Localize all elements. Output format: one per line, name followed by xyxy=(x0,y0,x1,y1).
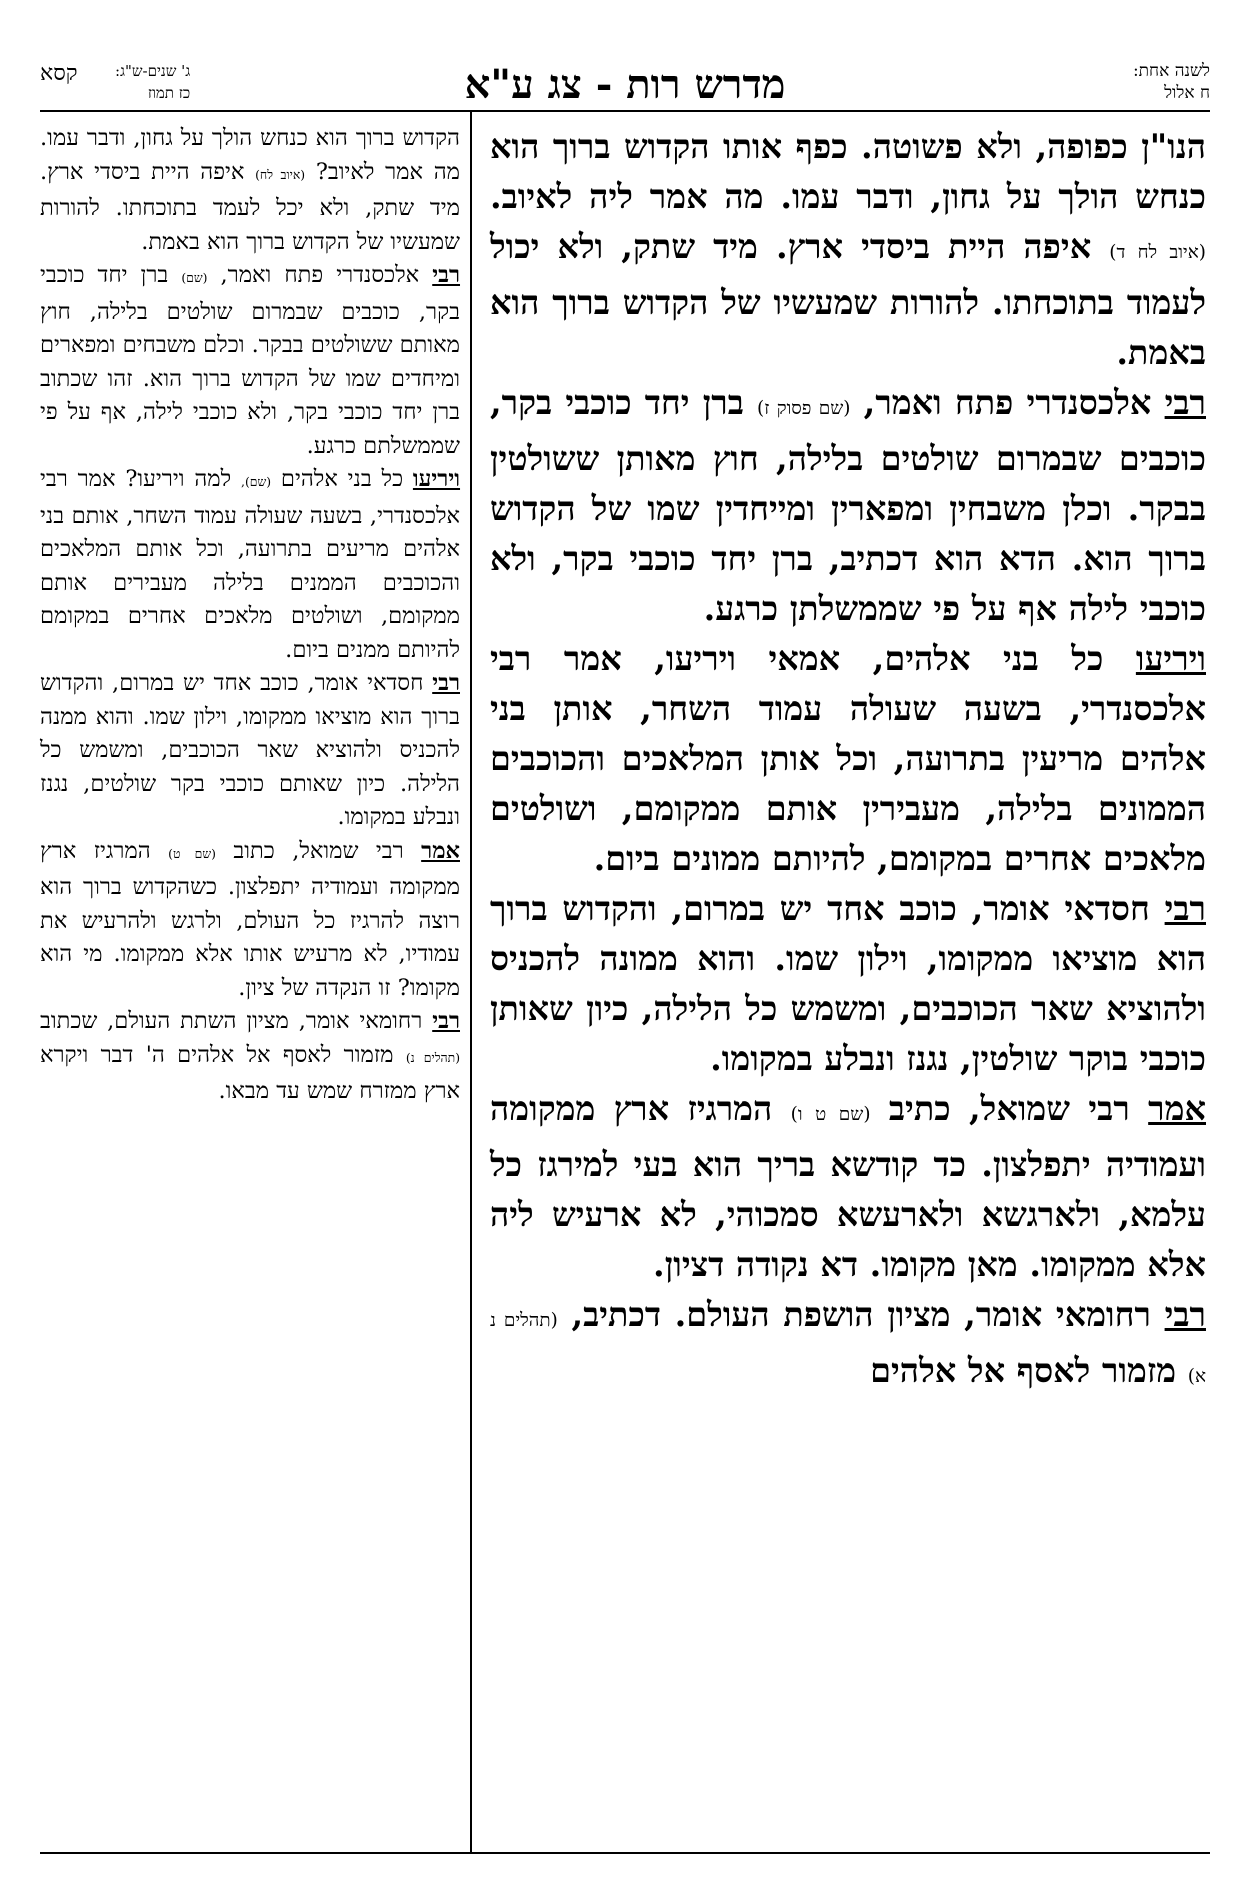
paragraph-text: רבי שמואל, כתיב xyxy=(888,1089,1130,1128)
paragraph-text-continued: איפה היית ביסדי ארץ. מיד שתק, ולא יכל לעמד בתוכחתו. להורות שמעשיו של הקדוש ברוך הוא באמת. xyxy=(40,158,460,255)
page-header xyxy=(40,60,1210,116)
side-paragraph xyxy=(40,667,460,835)
paragraph-opening-word: רבי xyxy=(1164,1295,1206,1334)
paragraph-text: רחומאי אומר, מציון השתת העולם, שכתוב xyxy=(40,1008,423,1034)
page-number: קסא xyxy=(40,61,78,86)
side-paragraph xyxy=(40,835,460,1006)
verse-reference: (שם) xyxy=(181,271,208,285)
header-left-block xyxy=(115,60,190,104)
paragraph-text: אלכסנדרי פתח ואמר, xyxy=(863,383,1152,422)
verse-reference: (שם ט) xyxy=(168,846,216,861)
paragraph-text: רחומאי אומר, מציון הושפת העולם. דכתיב, xyxy=(571,1295,1151,1334)
header-cycle-label: ג' שנים-ש"ג: xyxy=(115,62,191,80)
paragraph-opening-word: רבי xyxy=(1164,889,1206,928)
paragraph-text: כל בני אלהים, אמאי ויריעו, אמר רבי אלכסנדרי, בשעה שעולה עמוד השחר, אותן בני אלהים מריעין בתרועה, וכל אותן המלאכים והכוכבים הממונים בלילה, מעבירין אותם ממקומם, ושולטים מלאכים אחרים במקומם, להיותם ממונים ביום. xyxy=(490,639,1206,878)
verse-reference: (שם ט ו) xyxy=(790,1104,871,1125)
paragraph-opening-word: רבי xyxy=(432,1008,460,1034)
verse-reference: (תהלים נ א) xyxy=(490,1310,1206,1387)
paragraph-text: כל בני אלהים xyxy=(280,466,404,492)
paragraph-opening-word: רבי xyxy=(1164,383,1206,422)
paragraph-text-continued: ברן יחד כוכבי בקר, כוכבים שבמרום שולטים בלילה, חוץ מאותם ששולטים בבקר. וכלם משבחים ומפארים ומיחדים שמו של הקדוש ברוך הוא. זהו שכתוב ברן יחד כוכבי בקר, ולא כוכבי לילה, אף על פי שממשלתם כרגע. xyxy=(40,262,460,459)
paragraph-text-continued: למה ויריעו? אמר רבי אלכסנדרי, בשעה שעולה עמוד השחר, אותם בני אלהים מריעים בתרועה, וכל אותם המלאכים והכוכבים הממנים בלילה מעבירים אותם ממקומם, ושולטים מלאכים אחרים במקומם להיותם ממנים ביום. xyxy=(40,466,460,663)
paragraph-opening-word: ויריעו xyxy=(1135,639,1206,678)
paragraph-text-continued: המרגיז ארץ ממקומה ועמודיה יתפלצון. כשהקדוש ברוך הוא רוצה להרגיז כל העולם, ולרגש ולהרעיש את עמודיו, לא מרעיש אותו אלא ממקומו. מי הוא מקומו? זו הנקדה של ציון. xyxy=(40,837,460,1001)
header-cycle-date: כז תמוז xyxy=(147,84,191,102)
page-title: מדרש רות - צג ע"א xyxy=(464,61,786,108)
main-paragraph xyxy=(490,884,1206,1084)
paragraph-text: רבי שמואל, כתוב xyxy=(233,837,404,864)
paragraph-text-continued: המרגיז ארץ ממקומה ועמודיה יתפלצון. כד קודשא בריך הוא בעי למירגז כל עלמא, ולארגשא ולארעשא סמכוהי, לא ארעיש ליה אלא ממקומו. מאן מקומו. דא נקודה דציון. xyxy=(490,1089,1206,1284)
paragraph-opening-word: רבי xyxy=(432,262,461,288)
main-paragraph xyxy=(490,1084,1206,1290)
paragraph-opening-word: ויריעו xyxy=(412,466,461,492)
main-text-column xyxy=(490,122,1206,1402)
verse-reference: (איוב לח ד) xyxy=(1109,242,1206,263)
translation-column xyxy=(40,122,460,1109)
paragraph-text-continued: מזמור לאסף אל אלהים xyxy=(870,1351,1177,1390)
side-paragraph xyxy=(40,122,460,259)
paragraph-opening-word: אמר xyxy=(1148,1089,1206,1128)
side-paragraph xyxy=(40,259,460,463)
main-paragraph xyxy=(490,634,1206,884)
verse-reference: (שם), xyxy=(241,475,272,489)
paragraph-text: חסדאי אומר, כוכב אחד יש במרום, והקדוש ברוך הוא מוציאו ממקומו, וילון שמו. והוא ממונה להכניס ולהוציא שאר הכוכבים, ומשמש כל הלילה, כיון שאותן כוכבי בוקר שולטין, נגנז ונבלע במקומו. xyxy=(490,889,1206,1078)
main-paragraph xyxy=(490,378,1206,634)
verse-reference: (שם פסוק ז) xyxy=(757,398,851,419)
paragraph-text: הקדוש ברוך הוא כנחש הולך על גחון, ודבר עמו. מה אמר לאיוב? xyxy=(40,125,460,185)
side-paragraph xyxy=(40,463,460,667)
paragraph-text: הנו"ן כפופה, ולא פשוטה. כפף אותו הקדוש ברוך הוא כנחש הולך על גחון, ודבר עמו. מה אמר ליה לאיוב. xyxy=(490,127,1206,216)
paragraph-text-continued: איפה היית ביסדי ארץ. מיד שתק, ולא יכול לעמוד בתוכחתו. להורות שמעשיו של הקדוש ברוך הוא באמת. xyxy=(490,227,1206,372)
paragraph-text: אלכסנדרי פתח ואמר, xyxy=(220,262,420,288)
main-paragraph xyxy=(490,122,1206,378)
header-schedule-date: ח אלול xyxy=(1164,83,1210,103)
header-schedule-label: לשנה אחת: xyxy=(1132,61,1210,81)
header-divider xyxy=(40,110,1210,112)
main-paragraph xyxy=(490,1290,1206,1402)
paragraph-opening-word: רבי xyxy=(432,670,460,696)
verse-reference: (איוב לח) xyxy=(255,167,306,182)
column-divider xyxy=(470,112,472,1852)
paragraph-text-continued: ברן יחד כוכבי בקר, כוכבים שבמרום שולטים בלילה, חוץ מאותן ששולטין בבקר. וכלן משבחין ומפארין ומייחדין שמו של הקדוש ברוך הוא. הדא הוא דכתיב, ברן יחד כוכבי בקר, ולא כוכבי לילה אף על פי שממשלתן כרגע. xyxy=(490,383,1206,628)
paragraph-opening-word: אמר xyxy=(421,837,460,864)
side-paragraph xyxy=(40,1005,460,1109)
footer-divider xyxy=(40,1852,1210,1854)
verse-reference: (תהלים נ) xyxy=(405,1050,461,1065)
paragraph-text-continued: מזמור לאסף אל אלהים ה' דבר ויקרא ארץ ממזרח שמש עד מבאו. xyxy=(40,1041,460,1104)
paragraph-text: חסדאי אומר, כוכב אחד יש במרום, והקדוש ברוך הוא מוציאו ממקומו, וילון שמו. והוא ממנה להכניס ולהוציא שאר הכוכבים, ומשמש כל הלילה. כיון שאותם כוכבי בקר שולטים, נגנז ונבלע במקומו. xyxy=(40,670,460,830)
